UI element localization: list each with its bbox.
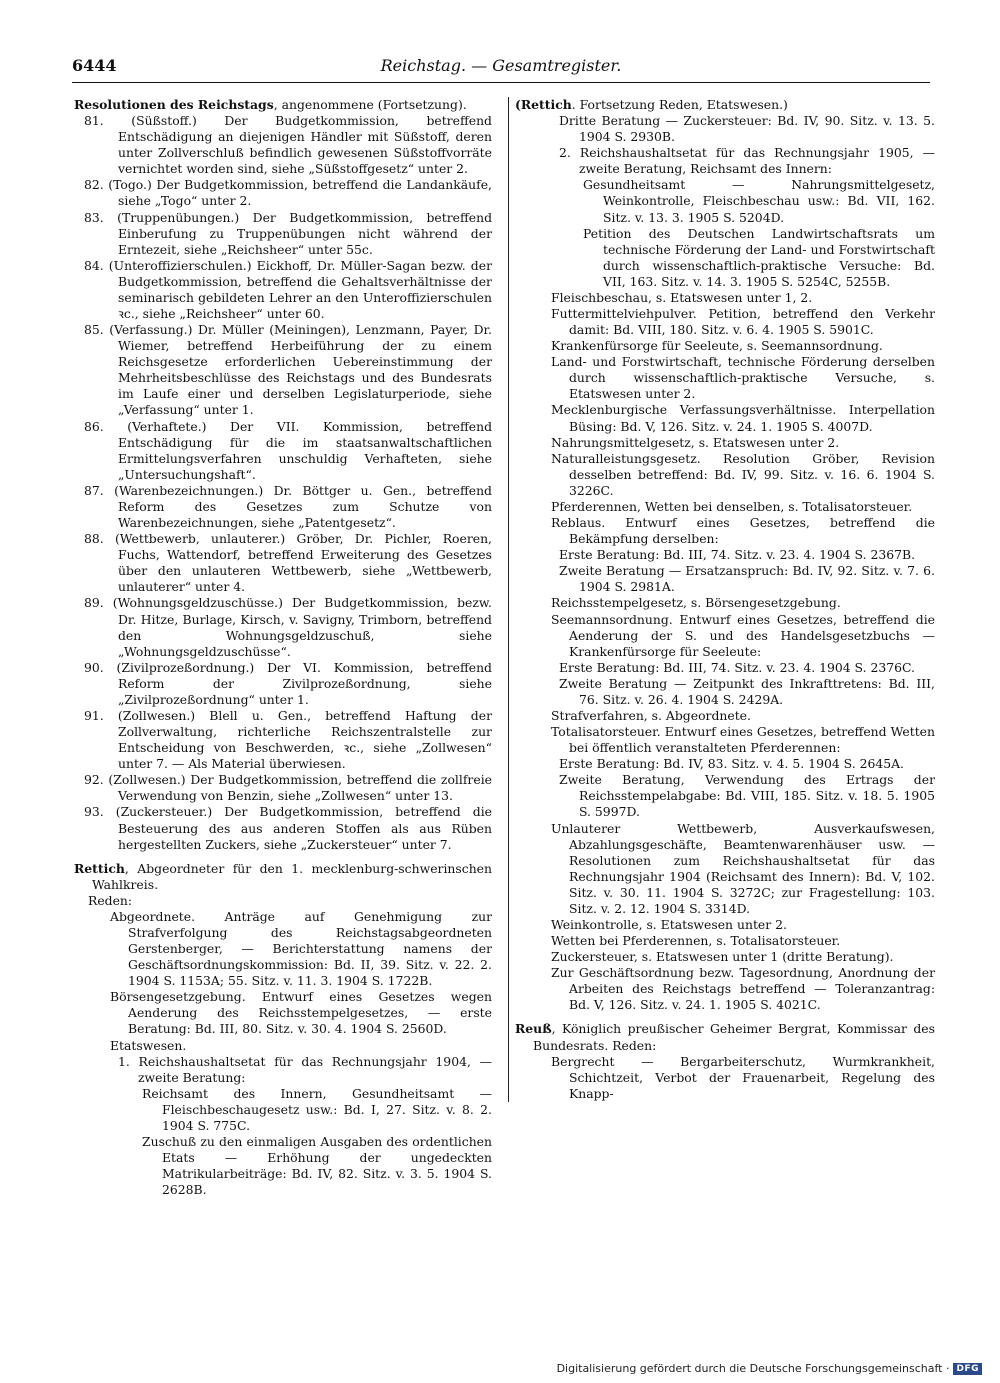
left-column-entry: Reichsamt des Innern, Gesundheitsamt — Fleischbeschaugesetz usw.: Bd. I, 27. Sitz. v. 8. 2. 1904 S. 775C. bbox=[142, 1085, 492, 1133]
right-column-entry: Fleischbeschau, s. Etatswesen unter 1, 2. bbox=[551, 289, 813, 305]
right-column-entry: Erste Beratung: Bd. III, 74. Sitz. v. 23. 4. 1904 S. 2376C. bbox=[559, 659, 915, 675]
right-column-entry: Dritte Beratung — Zuckersteuer: Bd. IV, 90. Sitz. v. 13. 5. 1904 S. 2930B. bbox=[559, 113, 935, 145]
left-column-entry: 90. (Zivilprozeßordnung.) Der VI. Kommission, betreffend Reform der Zivilprozeßordnung, siehe „Zivilprozeßordnung“ unter 1. bbox=[84, 659, 492, 707]
right-column-entry: Zweite Beratung — Zeitpunkt des Inkrafttretens: Bd. III, 76. Sitz. v. 26. 4. 1904 S. 2429A. bbox=[559, 675, 935, 707]
left-column-entry: Reden: bbox=[88, 892, 133, 908]
right-column-entry: Krankenfürsorge für Seeleute, s. Seemannsordnung. bbox=[551, 338, 883, 354]
right-column-entry: Erste Beratung: Bd. IV, 83. Sitz. v. 4. 5. 1904 S. 2645A. bbox=[559, 756, 904, 772]
right-column-entry: Reuß, Königlich preußischer Geheimer Bergrat, Kommissar des Bundesrats. Reden: bbox=[515, 1021, 935, 1053]
left-column-entry: 87. (Warenbezeichnungen.) Dr. Böttger u. Gen., betreffend Reform des Gesetzes zum Schutze von Warenbezeichnungen, siehe „Patentgesetz“. bbox=[84, 482, 492, 531]
right-column-entry: Strafverfahren, s. Abgeordnete. bbox=[551, 707, 751, 723]
left-column-entry: 86. (Verhaftete.) Der VII. Kommission, betreffend Entschädigung für die im staatsanwaltschaftlichen Ermittelungsverfahren unschuldig Verhafteten, siehe „Untersuchungshaft“. bbox=[84, 418, 492, 482]
running-title: Reichstag. — Gesamtregister. bbox=[380, 56, 622, 75]
left-column-entry: 93. (Zuckersteuer.) Der Budgetkommission, betreffend die Besteuerung des aus anderen Stoffen als aus Rüben hergestellten Zuckers, siehe „Zuckersteuer“ unter 7. bbox=[84, 804, 492, 852]
right-column-entry: Naturalleistungsgesetz. Resolution Gröber, Revision desselben betreffend: Bd. IV, 99. Sitz. v. 16. 6. 1904 S. 3226C. bbox=[551, 450, 935, 498]
left-column-entry: Rettich, Abgeordneter für den 1. mecklenburg-schwerinschen Wahlkreis. bbox=[74, 860, 492, 892]
left-column-entry: 92. (Zollwesen.) Der Budgetkommission, betreffend die zollfreie Verwendung von Benzin, siehe „Zollwesen“ unter 13. bbox=[84, 772, 492, 804]
right-column-entry: Wetten bei Pferderennen, s. Totalisatorsteuer. bbox=[551, 933, 841, 949]
left-column-entry: Zuschuß zu den einmaligen Ausgaben des ordentlichen Etats — Erhöhung der ungedeckten Matrikularbeiträge: Bd. IV, 82. Sitz. v. 3. 5. 1904 S. 2628B. bbox=[142, 1134, 492, 1198]
right-column-entry: Gesundheitsamt — Nahrungsmittelgesetz, Weinkontrolle, Fleischbeschau usw.: Bd. VII, 162. Sitz. v. 13. 3. 1905 S. 5204D. bbox=[583, 177, 935, 225]
left-column-entry: 82. (Togo.) Der Budgetkommission, betreffend die Landankäufe, siehe „Togo“ unter 2. bbox=[84, 177, 492, 209]
right-column-entry: Zweite Beratung — Ersatzanspruch: Bd. IV, 92. Sitz. v. 7. 6. 1904 S. 2981A. bbox=[559, 563, 935, 595]
right-column-entry: Nahrungsmittelgesetz, s. Etatswesen unter 2. bbox=[551, 434, 840, 450]
right-column-entry: Zuckersteuer, s. Etatswesen unter 1 (dritte Beratung). bbox=[551, 949, 894, 965]
right-column-entry: Erste Beratung: Bd. III, 74. Sitz. v. 23. 4. 1904 S. 2367B. bbox=[559, 547, 916, 563]
right-column-entry: Weinkontrolle, s. Etatswesen unter 2. bbox=[551, 916, 787, 932]
right-column-entry: Mecklenburgische Verfassungsverhältnisse. Interpellation Büsing: Bd. V, 126. Sitz. v. 24. 1. 1905 S. 4007D. bbox=[551, 402, 935, 434]
left-column bbox=[74, 97, 492, 1198]
right-column-entry: Totalisatorsteuer. Entwurf eines Gesetzes, betreffend Wetten bei öffentlich veranstalteten Pferderennen: bbox=[551, 724, 935, 756]
right-column-entry: 2. Reichshaushaltsetat für das Rechnungsjahr 1905, — zweite Beratung, Reichsamt des Innern: bbox=[559, 145, 935, 177]
footer bbox=[557, 1362, 982, 1375]
right-column-entry: (Rettich. Fortsetzung Reden, Etatswesen.) bbox=[515, 97, 788, 112]
right-column-entry: Zweite Beratung, Verwendung des Ertrags der Reichsstempelabgabe: Bd. VIII, 185. Sitz. v. 18. 5. 1905 S. 5997D. bbox=[559, 772, 935, 820]
left-column-entry: 83. (Truppenübungen.) Der Budgetkommission, betreffend Einberufung zu Truppenübungen nicht während der Erntezeit, siehe „Reichsheer“ unter 55c. bbox=[84, 209, 492, 257]
left-column-entry: Abgeordnete. Anträge auf Genehmigung zur Strafverfolgung des Reichstagsabgeordneten Gerstenberger, — Berichterstattung namens der Geschäftsordnungskommission: Bd. II, 39. Sitz. v. 22. 2. 1904 S. 1153A; 55. Sitz. v. 11. 3. 1904 S. 1722B. bbox=[110, 908, 492, 989]
right-column-entry: Zur Geschäftsordnung bezw. Tagesordnung, Anordnung der Arbeiten des Reichstags betreffend — Toleranzantrag: Bd. V, 126. Sitz. v. 24. 1. 1905 S. 4021C. bbox=[551, 965, 935, 1013]
right-column-entry: Reblaus. Entwurf eines Gesetzes, betreffend die Bekämpfung derselben: bbox=[551, 515, 935, 547]
page-number: 6444 bbox=[72, 56, 117, 75]
left-column-entry: Börsengesetzgebung. Entwurf eines Gesetzes wegen Aenderung des Reichsstempelgesetzes, — erste Beratung: Bd. III, 80. Sitz. v. 30. 4. 1904 S. 2560D. bbox=[110, 989, 492, 1037]
right-column-entry: Petition des Deutschen Landwirtschaftsrats um technische Förderung der Land- und Forstwirtschaft durch wissenschaftlich-praktische Versuche: Bd. VII, 163. Sitz. v. 14. 3. 1905 S. 5254C, 5255B. bbox=[583, 225, 935, 289]
right-column bbox=[508, 97, 935, 1102]
left-column-entry: Resolutionen des Reichstags, angenommene (Fortsetzung). bbox=[74, 97, 467, 112]
footer-credit: Digitalisierung gefördert durch die Deutsche Forschungsgemeinschaft · bbox=[556, 1362, 950, 1375]
right-column-entry: Unlauterer Wettbewerb, Ausverkaufswesen, Abzahlungsgeschäfte, Beamtenwarenhäuser usw. — Resolutionen zum Reichshaushaltsetat für das Rechnungsjahr 1904 (Reichsamt des Innern): Bd. V, 102. Sitz. v. 30. 11. 1904 S. 3272C; zur Fragestellung: 103. Sitz. v. 2. 12. 1904 S. 3314D. bbox=[551, 820, 935, 916]
right-column-entry: Pferderennen, Wetten bei denselben, s. Totalisatorsteuer. bbox=[551, 498, 913, 514]
page-header bbox=[72, 52, 930, 83]
right-column-entry: Land- und Forstwirtschaft, technische Förderung derselben durch wissenschaftlich-praktische Versuche, s. Etatswesen unter 2. bbox=[551, 354, 935, 402]
dfg-logo-icon: DFG bbox=[953, 1363, 982, 1375]
right-column-entry: Reichsstempelgesetz, s. Börsengesetzgebung. bbox=[551, 595, 841, 611]
left-column-entry: 91. (Zollwesen.) Blell u. Gen., betreffend Haftung der Zollverwaltung, richterliche Reichszentralstelle zur Entscheidung von Beschwerden, ꝛc., siehe „Zollwesen“ unter 7. — Als Material überwiesen. bbox=[84, 707, 492, 772]
left-column-entry: 89. (Wohnungsgeldzuschüsse.) Der Budgetkommission, bezw. Dr. Hitze, Burlage, Kirsch, v. Savigny, Trimborn, betreffend den Wohnungsgeldzuschuß, siehe „Wohnungsgeldzuschüsse“. bbox=[84, 595, 492, 659]
left-column-entry: 81. (Süßstoff.) Der Budgetkommission, betreffend Entschädigung an diejenigen Händler mit Süßstoff, deren unter Zollverschluß befindlich gewesenen Süßstoffvorräte vernichtet worden sind, siehe „Süßstoffgesetz“ unter 2. bbox=[84, 113, 492, 177]
right-column-entry: Seemannsordnung. Entwurf eines Gesetzes, betreffend die Aenderung der S. und des Handelsgesetzbuchs — Krankenfürsorge für Seeleute: bbox=[551, 611, 935, 659]
left-column-entry: 1. Reichshaushaltsetat für das Rechnungsjahr 1904, — zweite Beratung: bbox=[118, 1053, 492, 1085]
left-column-entry: 85. (Verfassung.) Dr. Müller (Meiningen), Lenzmann, Payer, Dr. Wiemer, betreffend Herbeiführung der zu einem Reichsgesetze erforderlichen Uebereinstimmung der Mehrheitsbeschlüsse des Reichstags und des Bundesrats im Laufe einer und derselben Legislaturperiode, siehe „Verfassung“ unter 1. bbox=[84, 322, 492, 418]
left-column-entry: 84. (Unteroffizierschulen.) Eickhoff, Dr. Müller-Sagan bezw. der Budgetkommission, betreffend die Gehaltsverhältnisse der seminarisch gebildeten Lehrer an den Unteroffizierschulen ꝛc., siehe „Reichsheer“ unter 60. bbox=[84, 257, 492, 322]
left-column-entry: 88. (Wettbewerb, unlauterer.) Gröber, Dr. Pichler, Roeren, Fuchs, Wattendorf, betreffend Erweiterung des Gesetzes über den unlauteren Wettbewerb, siehe „Wettbewerb, unlauterer“ unter 4. bbox=[84, 531, 492, 595]
left-column-entry: Etatswesen. bbox=[110, 1037, 187, 1053]
right-column-entry: Bergrecht — Bergarbeiterschutz, Wurmkrankheit, Schichtzeit, Verbot der Frauenarbeit, Regelung des Knapp- bbox=[551, 1053, 935, 1101]
right-column-entry: Futtermittelviehpulver. Petition, betreffend den Verkehr damit: Bd. VIII, 180. Sitz. v. 6. 4. 1905 S. 5901C. bbox=[551, 306, 935, 338]
